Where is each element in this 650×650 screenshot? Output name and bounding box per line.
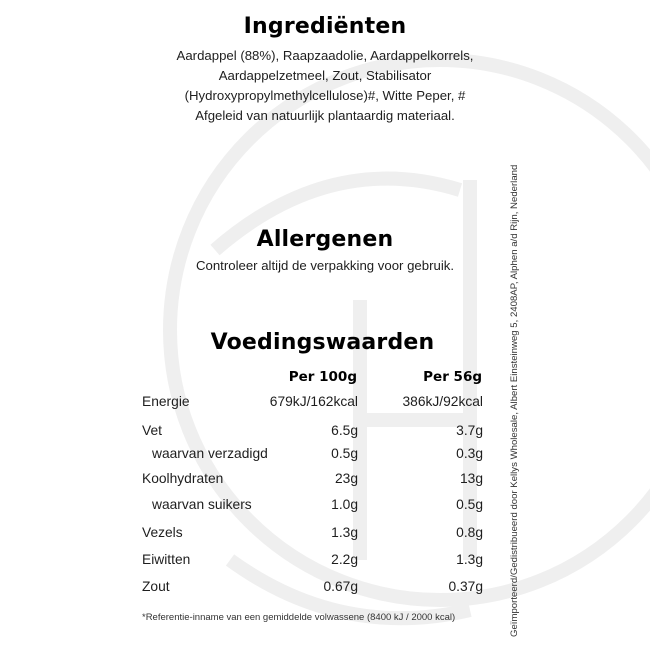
row-label: waarvan suikers [152, 497, 252, 512]
value-per-portion: 1.3g [456, 552, 483, 567]
value-per-100g: 1.0g [331, 497, 358, 512]
allergens-text: Controleer altijd de verpakking voor gebruik. [195, 258, 455, 273]
table-row [0, 394, 650, 414]
row-label: Koolhydraten [142, 471, 224, 486]
column-header-per-100g: Per 100g [288, 369, 357, 385]
value-per-100g: 6.5g [331, 423, 358, 438]
table-row [0, 525, 650, 545]
row-label: Eiwitten [142, 552, 191, 567]
row-label: Energie [142, 394, 190, 409]
row-label: waarvan verzadigd [152, 446, 268, 461]
distributor-note: Geïmporteerd/Gedistribueerd door Kellys Wholesale, Albert Einsteinweg 5, 2408AP, Alphen a/d Rijn, Nederland [509, 164, 520, 637]
value-per-portion: 0.8g [456, 525, 483, 540]
value-per-100g: 2.2g [331, 552, 358, 567]
value-per-portion: 3.7g [456, 423, 483, 438]
table-row [0, 497, 650, 517]
row-label: Vet [142, 423, 162, 438]
value-per-portion: 386kJ/92kcal [402, 394, 483, 409]
ingredients-line: Aardappel (88%), Raapzaadolie, Aardappelkorrels, [176, 48, 474, 63]
ingredients-line: (Hydroxypropylmethylcellulose)#, Witte Peper, # [184, 88, 466, 103]
ingredients-heading: Ingrediënten [243, 14, 407, 39]
reference-intake-footnote: *Referentie-inname van een gemiddelde volwassene (8400 kJ / 2000 kcal) [142, 612, 456, 623]
ingredients-line: Aardappelzetmeel, Zout, Stabilisator [218, 68, 432, 83]
value-per-portion: 0.3g [456, 446, 483, 461]
table-row [0, 446, 650, 466]
table-row [0, 423, 650, 443]
table-row [0, 552, 650, 572]
row-label: Vezels [142, 525, 183, 540]
ingredients-text [150, 46, 500, 126]
allergens-heading: Allergenen [256, 227, 394, 252]
value-per-portion: 13g [459, 471, 483, 486]
value-per-100g: 1.3g [331, 525, 358, 540]
value-per-portion: 0.5g [456, 497, 483, 512]
value-per-portion: 0.37g [448, 579, 483, 594]
value-per-100g: 679kJ/162kcal [269, 394, 358, 409]
value-per-100g: 0.5g [331, 446, 358, 461]
ingredients-line: Afgeleid van natuurlijk plantaardig materiaal. [195, 108, 455, 123]
table-row [0, 471, 650, 491]
value-per-100g: 0.67g [323, 579, 358, 594]
value-per-100g: 23g [334, 471, 358, 486]
row-label: Zout [142, 579, 170, 594]
column-header-per-portion: Per 56g [423, 369, 482, 385]
nutrition-heading: Voedingswaarden [210, 330, 435, 355]
table-row [0, 579, 650, 599]
